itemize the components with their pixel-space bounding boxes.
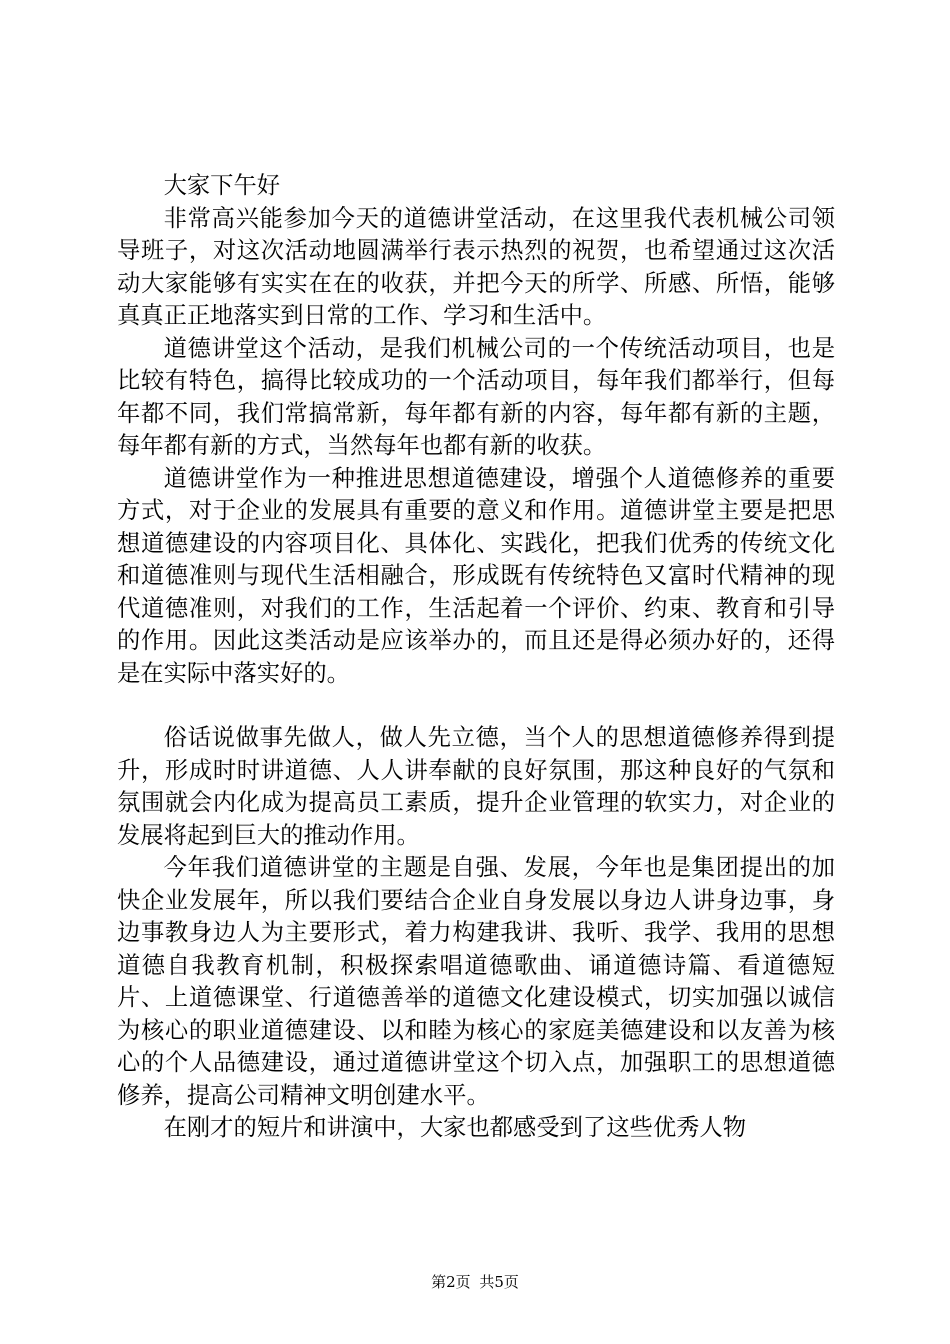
- document-body: [117, 170, 835, 1145]
- paragraph-6: 在刚才的短片和讲演中，大家也都感受到了这些优秀人物: [163, 1114, 747, 1141]
- page-footer: [0, 1272, 950, 1292]
- page-total: 共5页: [479, 1273, 519, 1291]
- paragraph-1: 非常高兴能参加今天的道德讲堂活动，在这里我代表机械公司领导班子，对这次活动地圆满举行表示热烈的祝贺，也希望通过这次活动大家能够有实实在在的收获，并把今天的所学、所感、所悟，能够真真正正地落实到日常的工作、学习和生活中。: [117, 204, 835, 329]
- greeting-line: 大家下午好: [163, 172, 281, 199]
- paragraph-5: 今年我们道德讲堂的主题是自强、发展，今年也是集团提出的加快企业发展年，所以我们要结合企业自身发展以身边人讲身边事，身边事教身边人为主要形式，着力构建我讲、我听、我学、我用的思想道德自我教育机制，积极探索唱道德歌曲、诵道德诗篇、看道德短片、上道德课堂、行道德善举的道德文化建设模式，切实加强以诚信为核心的职业道德建设、以和睦为核心的家庭美德建设和以友善为核心的个人品德建设，通过道德讲堂这个切入点，加强职工的思想道德修养，提高公司精神文明创建水平。: [117, 854, 835, 1109]
- paragraph-2: 道德讲堂这个活动，是我们机械公司的一个传统活动项目，也是比较有特色，搞得比较成功的一个活动项目，每年我们都举行，但每年都不同，我们常搞常新，每年都有新的内容，每年都有新的主题，每年都有新的方式，当然每年也都有新的收获。: [117, 334, 835, 459]
- page-number: 第2页: [431, 1273, 471, 1291]
- blank-line: [117, 690, 835, 722]
- paragraph-3: 道德讲堂作为一种推进思想道德建设，增强个人道德修养的重要方式，对于企业的发展具有重要的意义和作用。道德讲堂主要是把思想道德建设的内容项目化、具体化、实践化，把我们优秀的传统文化和道德准则与现代生活相融合，形成既有传统特色又富时代精神的现代道德准则，对我们的工作，生活起着一个评价、约束、教育和引导的作用。因此这类活动是应该举办的，而且还是得必须办好的，还得是在实际中落实好的。: [117, 464, 835, 687]
- paragraph-4: 俗话说做事先做人，做人先立德，当个人的思想道德修养得到提升，形成时时讲道德、人人讲奉献的良好氛围，那这种良好的气氛和氛围就会内化成为提高员工素质，提升企业管理的软实力，对企业的发展将起到巨大的推动作用。: [117, 724, 835, 849]
